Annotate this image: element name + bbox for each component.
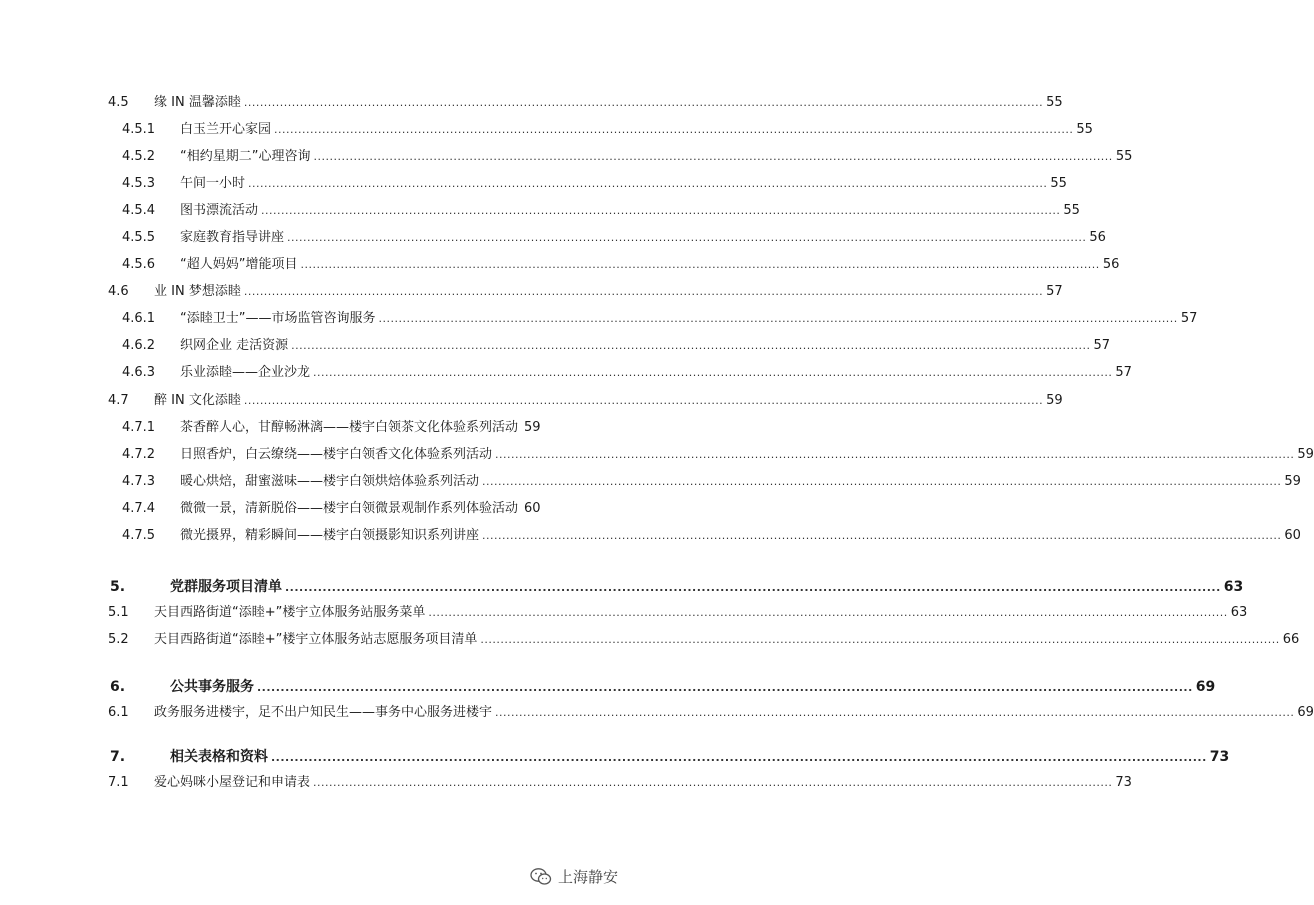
toc-entry-title: “相约星期二”心理咨询 [180, 149, 311, 164]
toc-entry-number: 7.1 [108, 775, 129, 790]
toc-entry-page: 55 [1076, 122, 1093, 137]
toc-entry-title: 织网企业 走活资源 [180, 338, 289, 353]
toc-entry-page: 66 [1282, 632, 1300, 647]
toc-leader-dots: ........................................................................................................................................................................................................ [482, 475, 1282, 488]
toc-entry-page: 59 [524, 420, 541, 435]
toc-entry [110, 678, 1216, 697]
toc-entry-title: 暖心烘焙，甜蜜滋味——楼宇白领烘焙体验系列活动 [180, 474, 480, 489]
toc-entry [122, 229, 1106, 247]
toc-entry-page: 63 [1230, 605, 1248, 620]
toc-entry [108, 774, 1132, 792]
toc-entry-title: 醉 IN 文化添睦 [154, 393, 241, 408]
toc-entry [110, 748, 1230, 767]
toc-entry-number: 4.6.3 [122, 365, 156, 380]
toc-leader-dots: ........................................................................................................................................................................................................ [287, 231, 1087, 244]
toc-entry-page: 57 [1115, 365, 1132, 380]
toc-leader-dots: ........................................................................................................................................................................................................ [243, 394, 1044, 407]
toc-entry-title: 政务服务进楼宇，足不出户知民生——事务中心服务进楼宇 [154, 705, 493, 720]
toc-entry-number: 4.5 [108, 95, 129, 110]
toc-entry-title: 微微一景，清新脱俗——楼宇白领微景观制作系列体验活动 [180, 501, 519, 516]
toc-entry-page: 69 [1195, 679, 1216, 695]
toc-entry [122, 121, 1093, 139]
toc-entry-page: 56 [1089, 230, 1106, 245]
toc-entry-page: 60 [1284, 528, 1301, 543]
toc-leader-dots: ........................................................................................................................................................................................................ [378, 312, 1178, 325]
toc-leader-dots: ........................................................................................................................................................................................................ [480, 633, 1280, 646]
toc-entry-page: 73 [1209, 749, 1230, 765]
toc-entry-title: 缘 IN 温馨添睦 [154, 95, 241, 110]
toc-entry-number: 4.5.4 [122, 203, 156, 218]
toc-leader-dots: ........................................................................................................................................................................................................ [291, 339, 1091, 352]
toc-entry-title: “超人妈妈”增能项目 [180, 257, 298, 272]
toc-leader-dots: ........................................................................................................................................................................................................ [261, 204, 1061, 217]
toc-entry-number: 6.1 [108, 705, 129, 720]
toc-entry-number: 4.7.5 [122, 528, 156, 543]
toc-leader-dots: ........................................................................................................................................................................................................ [271, 751, 1207, 764]
toc-entry-page: 59 [1297, 447, 1314, 462]
toc-entry-page: 55 [1046, 95, 1063, 110]
toc-entry-number: 4.7.1 [122, 420, 156, 435]
toc-entry-title: 天目西路街道“添睦+”楼宇立体服务站服务菜单 [154, 605, 426, 620]
toc-entry-title: 白玉兰开心家园 [180, 122, 272, 137]
toc-entry [122, 364, 1132, 382]
toc-entry-page: 63 [1223, 579, 1244, 595]
toc-entry-title: 图书漂流活动 [180, 203, 259, 218]
toc-entry-title: 公共事务服务 [170, 679, 254, 695]
toc-entry [122, 419, 540, 437]
toc-entry-title: 午间一小时 [180, 176, 246, 191]
toc-entry [122, 175, 1067, 193]
toc-entry-number: 4.6.1 [122, 311, 156, 326]
toc-entry [108, 604, 1248, 622]
watermark-text: 上海静安 [557, 868, 618, 886]
toc-entry-page: 57 [1046, 284, 1063, 299]
toc-entry-page: 55 [1115, 149, 1133, 164]
toc-entry-title: 爱心妈咪小屋登记和申请表 [154, 775, 311, 790]
toc-entry [122, 148, 1133, 166]
toc-entry-number: 4.6 [108, 284, 129, 299]
toc-entry [108, 704, 1314, 722]
toc-leader-dots: ........................................................................................................................................................................................................ [495, 448, 1295, 461]
toc-entry-number: 5.2 [108, 632, 129, 647]
toc-entry [122, 337, 1111, 355]
toc-entry-number: 5.1 [108, 605, 129, 620]
toc-entry [122, 202, 1080, 220]
toc-entry [108, 94, 1063, 112]
toc-entry [122, 310, 1198, 328]
toc-entry [122, 256, 1120, 274]
toc-leader-dots: ........................................................................................................................................................................................................ [248, 177, 1048, 190]
toc-entry-number: 4.5.1 [122, 122, 156, 137]
toc-entry-page: 59 [1046, 393, 1063, 408]
toc-leader-dots: ........................................................................................................................................................................................................ [428, 606, 1228, 619]
toc-entry [110, 578, 1244, 597]
toc-entry [108, 283, 1063, 301]
toc-entry-page: 57 [1093, 338, 1111, 353]
watermark [530, 866, 618, 887]
toc-entry-title: 微光摄界，精彩瞬间——楼宇白领摄影知识系列讲座 [180, 528, 480, 543]
toc-entry-number: 4.5.2 [122, 149, 156, 164]
toc-entry-page: 55 [1050, 176, 1067, 191]
toc-entry-number: 4.7.4 [122, 501, 156, 516]
toc-entry-number: 4.7.2 [122, 447, 156, 462]
toc-leader-dots: ........................................................................................................................................................................................................ [243, 96, 1044, 109]
toc-entry [108, 631, 1300, 649]
toc-entry-number: 4.7.3 [122, 474, 156, 489]
toc-leader-dots: ........................................................................................................................................................................................................ [313, 150, 1113, 163]
toc-entry-number: 4.5.5 [122, 230, 156, 245]
toc-entry [122, 527, 1301, 545]
toc-entry [122, 473, 1301, 491]
toc-leader-dots: ........................................................................................................................................................................................................ [285, 581, 1221, 594]
toc-leader-dots: ........................................................................................................................................................................................................ [274, 123, 1074, 136]
toc-entry-title: 党群服务项目清单 [170, 579, 282, 595]
toc-entry-number: 5. [110, 579, 126, 595]
toc-entry-number: 4.6.2 [122, 338, 156, 353]
toc-entry-title: 业 IN 梦想添睦 [154, 284, 241, 299]
toc-leader-dots: ........................................................................................................................................................................................................ [257, 681, 1193, 694]
toc-entry-page: 57 [1180, 311, 1198, 326]
toc-leader-dots: ........................................................................................................................................................................................................ [495, 706, 1295, 719]
toc-entry [108, 392, 1063, 410]
toc-entry-number: 6. [110, 679, 126, 695]
toc-entry-number: 4.5.3 [122, 176, 156, 191]
toc-entry [122, 446, 1314, 464]
toc-entry-number: 4.5.6 [122, 257, 156, 272]
wechat-icon [530, 867, 552, 887]
toc-entry-page: 69 [1297, 705, 1314, 720]
toc-leader-dots: ........................................................................................................................................................................................................ [313, 776, 1113, 789]
toc-entry-title: 乐业添睦——企业沙龙 [180, 365, 311, 380]
toc-entry-title: 家庭教育指导讲座 [180, 230, 285, 245]
toc-entry-title: “添睦卫士”——市场监管咨询服务 [180, 311, 376, 326]
toc-leader-dots: ........................................................................................................................................................................................................ [243, 285, 1044, 298]
toc-leader-dots: ........................................................................................................................................................................................................ [482, 529, 1282, 542]
toc-entry-page: 59 [1284, 474, 1301, 489]
toc-entry-page: 60 [524, 501, 541, 516]
toc-entry-number: 4.7 [108, 393, 129, 408]
toc-leader-dots: ........................................................................................................................................................................................................ [300, 258, 1100, 271]
toc-entry [122, 500, 540, 518]
toc-entry-page: 56 [1102, 257, 1120, 272]
toc-entry-title: 相关表格和资料 [170, 749, 268, 765]
toc-entry-title: 天目西路街道“添睦+”楼宇立体服务站志愿服务项目清单 [154, 632, 478, 647]
toc-entry-title: 茶香醉人心，甘醇畅淋漓——楼宇白领茶文化体验系列活动 [180, 420, 519, 435]
toc-entry-page: 55 [1063, 203, 1080, 218]
toc-entry-page: 73 [1115, 775, 1132, 790]
toc-entry-title: 日照香炉，白云缭绕——楼宇白领香文化体验系列活动 [180, 447, 493, 462]
toc-leader-dots: ........................................................................................................................................................................................................ [313, 366, 1113, 379]
toc-entry-number: 7. [110, 749, 126, 765]
